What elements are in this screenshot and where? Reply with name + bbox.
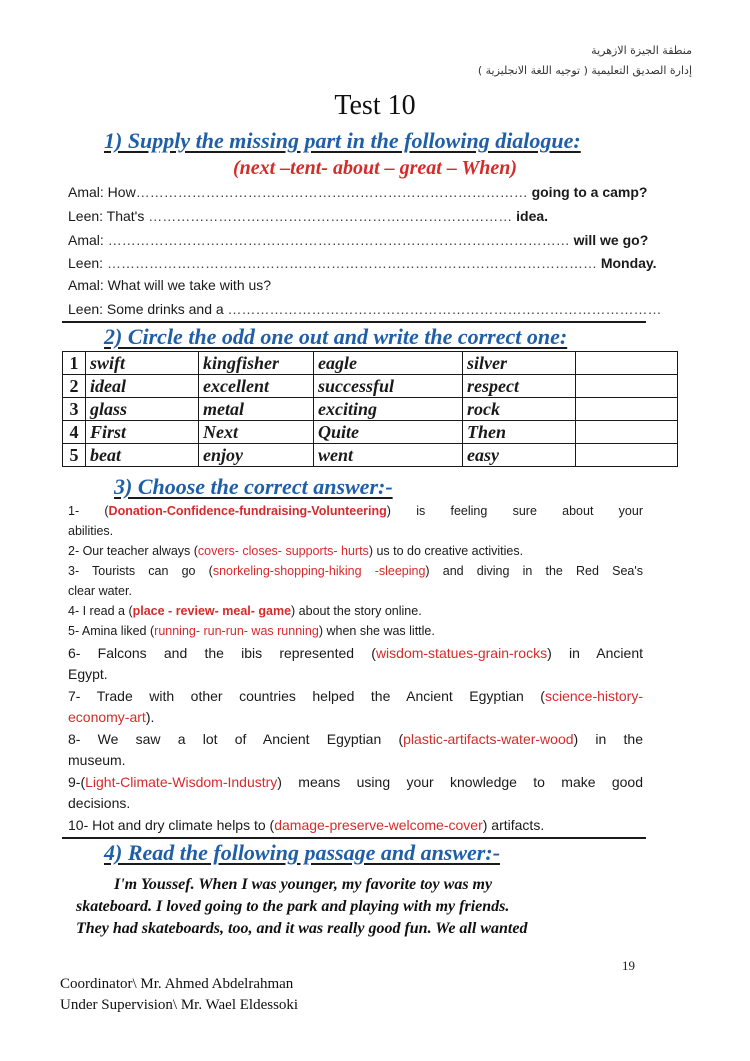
question-7: 7- Trade with other countries helped the Ancient Egyptian (science-history- (68, 688, 643, 704)
word-cell: kingfisher (199, 352, 314, 375)
table-row (63, 375, 678, 398)
answer-cell[interactable] (576, 398, 678, 421)
question-10: 10- Hot and dry climate helps to (damage-preserve-welcome-cover) artifacts. (68, 817, 545, 833)
word-cell: enjoy (199, 444, 314, 467)
dialogue-line-4: Leen: …………………………………………………………………………………………… Monday. (68, 255, 657, 271)
row-number: 3 (63, 398, 86, 421)
odd-one-out-table (62, 351, 678, 467)
table-row (63, 352, 678, 375)
answer-cell[interactable] (576, 352, 678, 375)
word-cell: Next (199, 421, 314, 444)
passage-line-2: skateboard. I loved going to the park and playing with my friends. (76, 898, 510, 915)
row-number: 1 (63, 352, 86, 375)
answer-cell[interactable] (576, 444, 678, 467)
row-number: 5 (63, 444, 86, 467)
word-cell: silver (463, 352, 576, 375)
word-cell: First (86, 421, 199, 444)
word-cell: beat (86, 444, 199, 467)
question-4: 4- I read a (place - review- meal- game) about the story online. (68, 604, 422, 618)
word-cell: exciting (314, 398, 463, 421)
question-8-cont: museum. (68, 752, 126, 768)
section3-heading: 3) Choose the correct answer:- (114, 474, 393, 499)
word-cell: swift (86, 352, 199, 375)
word-bank: (next –tent- about – great – When) (232, 157, 518, 179)
page-number: 19 (622, 958, 635, 973)
question-8: 8- We saw a lot of Ancient Egyptian (plastic-artifacts-water-wood) in the (68, 731, 643, 747)
table-row (63, 398, 678, 421)
divider-2 (62, 837, 646, 839)
header-department: إدارة الصديق التعليمية ( توجيه اللغة الانجليزية ) (477, 64, 692, 77)
divider-1 (62, 321, 646, 323)
word-cell: eagle (314, 352, 463, 375)
word-cell: respect (463, 375, 576, 398)
word-cell: metal (199, 398, 314, 421)
question-3: 3- Tourists can go (snorkeling-shopping-hiking -sleeping) and diving in the Red Sea's (68, 564, 643, 578)
table-row (63, 444, 678, 467)
question-1: 1- (Donation-Confidence-fundraising-Volunteering) is feeling sure about your (68, 504, 644, 518)
question-6: 6- Falcons and the ibis represented (wisdom-statues-grain-rocks) in Ancient (68, 645, 644, 661)
question-5: 5- Amina liked (running- run-run- was running) when she was little. (68, 624, 435, 638)
dialogue-line-1: Amal: How………………………………………………………………………… going to a camp? (68, 184, 648, 200)
word-cell: glass (86, 398, 199, 421)
question-1-cont: abilities. (68, 524, 114, 538)
word-cell: easy (463, 444, 576, 467)
dialogue-line-6: Leen: Some drinks and a ………………………………………………………………………………… (68, 301, 662, 317)
word-cell: successful (314, 375, 463, 398)
section1-heading: 1) Supply the missing part in the following dialogue: (104, 128, 581, 153)
word-cell: went (314, 444, 463, 467)
word-cell: ideal (86, 375, 199, 398)
dialogue-line-5: Amal: What will we take with us? (68, 277, 272, 293)
dialogue-line-3: Amal: ……………………………………………………………………………………… will we go? (68, 232, 649, 248)
question-9-cont: decisions. (68, 795, 131, 811)
row-number: 2 (63, 375, 86, 398)
question-9: 9-(Light-Climate-Wisdom-Industry) means using your knowledge to make good (68, 774, 643, 790)
word-cell: excellent (199, 375, 314, 398)
test-title: Test 10 (334, 90, 416, 121)
row-number: 4 (63, 421, 86, 444)
footer-supervisor: Under Supervision\ Mr. Wael Eldessoki (60, 997, 299, 1013)
section2-heading: 2) Circle the odd one out and write the correct one: (104, 324, 568, 349)
footer-coordinator: Coordinator\ Mr. Ahmed Abdelrahman (60, 976, 294, 992)
question-2: 2- Our teacher always (covers- closes- supports- hurts) us to do creative activities. (68, 544, 524, 558)
question-7-cont: economy-art). (68, 709, 155, 725)
word-cell: rock (463, 398, 576, 421)
section4-heading: 4) Read the following passage and answer:- (104, 840, 501, 865)
dialogue-line-2: Leen: That's …………………………………………………………………… idea. (68, 208, 549, 224)
passage-line-3: They had skateboards, too, and it was really good fun. We all wanted (76, 920, 528, 937)
answer-cell[interactable] (576, 375, 678, 398)
answer-cell[interactable] (576, 421, 678, 444)
word-cell: Then (463, 421, 576, 444)
question-6-cont: Egypt. (68, 666, 108, 682)
word-cell: Quite (314, 421, 463, 444)
question-3-cont: clear water. (68, 584, 132, 598)
passage-line-1: I'm Youssef. When I was younger, my favorite toy was my (114, 876, 493, 893)
table-row (63, 421, 678, 444)
header-region: منطقة الجيزة الازهرية (591, 44, 692, 57)
